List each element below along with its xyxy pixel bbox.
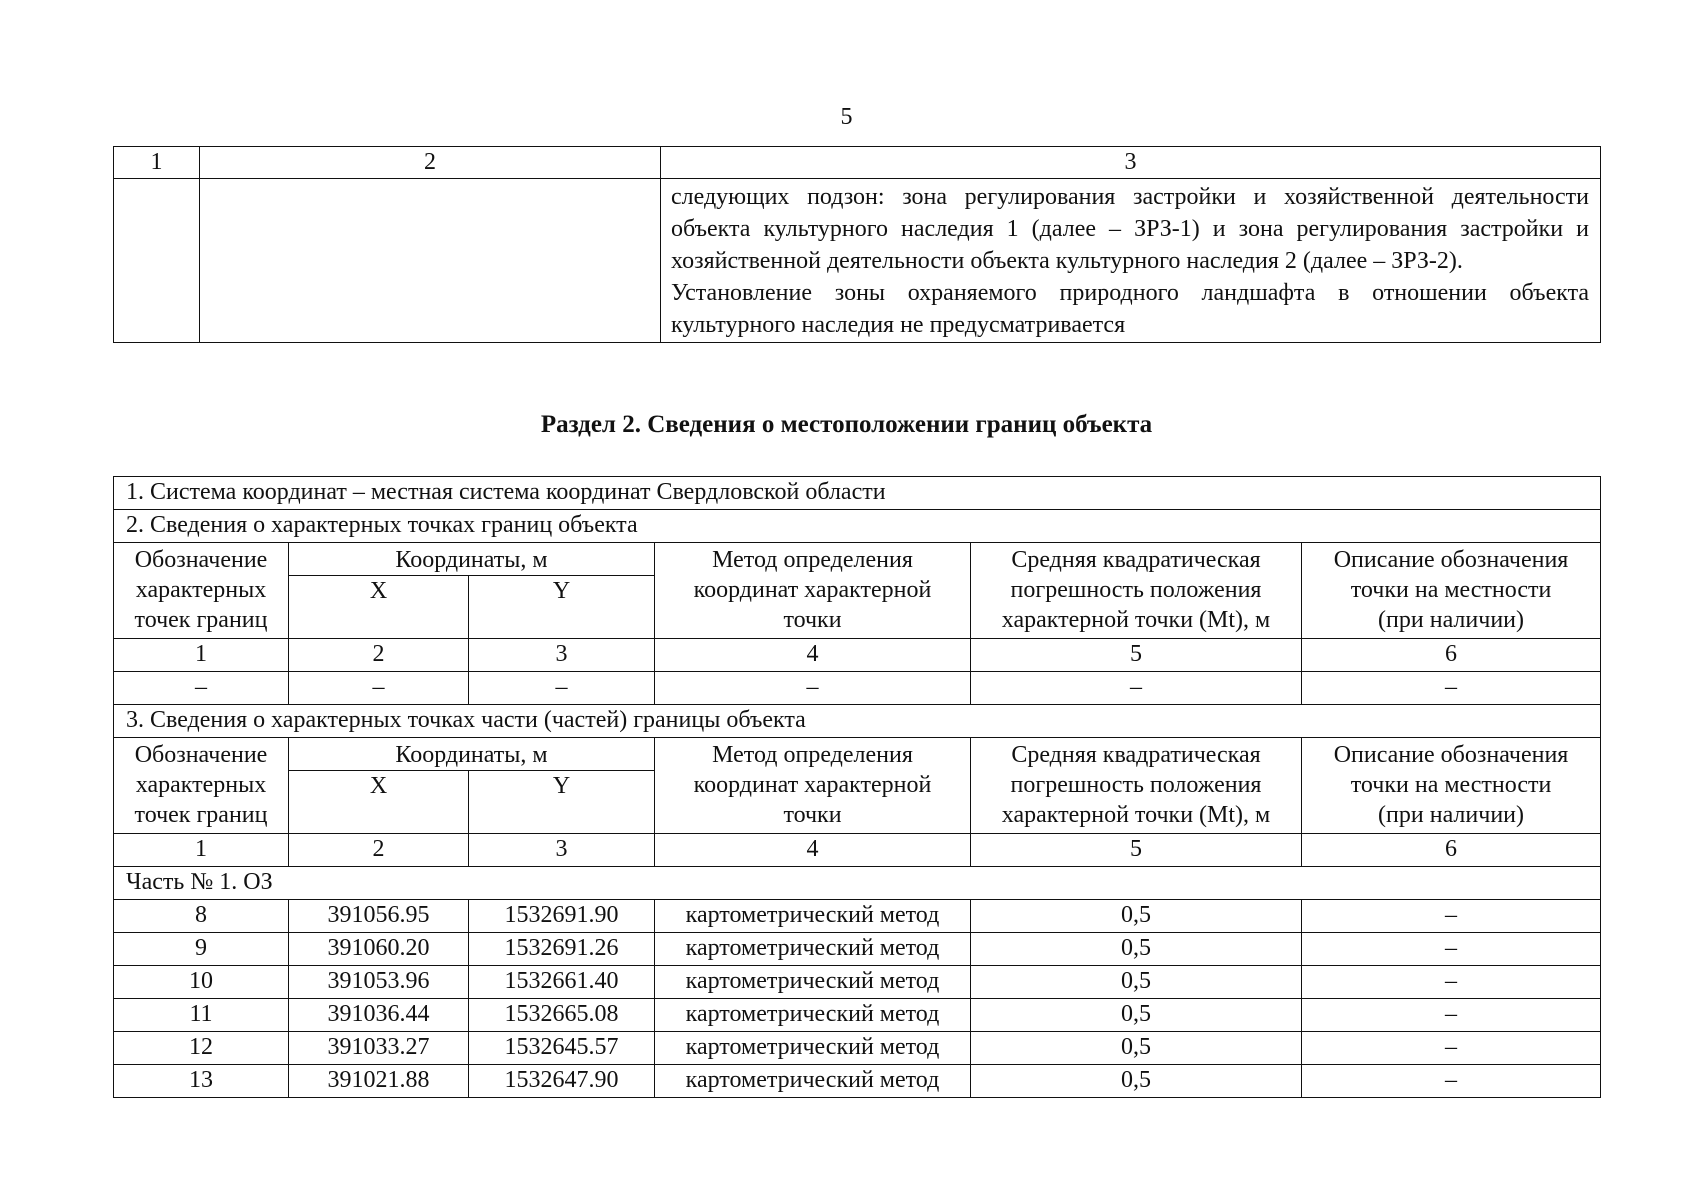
description-cell: –	[1302, 966, 1601, 999]
method-cell: картометрический метод	[655, 966, 971, 999]
y-cell: 1532691.26	[469, 933, 655, 966]
method-cell: картометрический метод	[655, 900, 971, 933]
paragraph: следующих подзон: зона регулирования застройки и хозяйственной деятельности объекта культурного наследия 1 (далее – ЗРЗ-1) и зона регулирования застройки и хозяйственной деятельности объекта культурного наследия 2 (далее – ЗРЗ-2).	[671, 184, 1589, 274]
table-row	[114, 179, 1601, 343]
table-row	[114, 966, 1601, 999]
point-cell: 11	[114, 999, 289, 1032]
method-cell: картометрический метод	[655, 999, 971, 1032]
header-x: X	[289, 576, 469, 639]
point-cell: 8	[114, 900, 289, 933]
col-number: 1	[114, 147, 200, 179]
error-cell: 0,5	[971, 900, 1302, 933]
column-number-row: 1 2 3 4 5 6	[114, 834, 1601, 867]
header-method: Метод определения координат характерной точки	[655, 738, 971, 834]
y-cell: 1532661.40	[469, 966, 655, 999]
error-cell: 0,5	[971, 966, 1302, 999]
x-cell: 391033.27	[289, 1032, 469, 1065]
section-heading: 2. Сведения о характерных точках границ объекта	[114, 510, 1601, 543]
continuation-table	[113, 146, 1601, 343]
method-cell: картометрический метод	[655, 933, 971, 966]
col-number: 3	[661, 147, 1601, 179]
header-coordinates: Координаты, м	[289, 738, 655, 771]
point-cell: 9	[114, 933, 289, 966]
header-row	[114, 738, 1601, 771]
table-row	[114, 1032, 1601, 1065]
x-cell: 391056.95	[289, 900, 469, 933]
table-row	[114, 933, 1601, 966]
coordinate-system-row	[114, 477, 1601, 510]
part-label-row	[114, 867, 1601, 900]
empty-data-row: – – – – – –	[114, 672, 1601, 705]
y-cell: 1532691.90	[469, 900, 655, 933]
header-designation: Обозначение характерных точек границ	[114, 543, 289, 639]
header-method: Метод определения координат характерной точки	[655, 543, 971, 639]
y-cell: 1532647.90	[469, 1065, 655, 1098]
part-label: Часть № 1. ОЗ	[114, 867, 1601, 900]
error-cell: 0,5	[971, 999, 1302, 1032]
x-cell: 391053.96	[289, 966, 469, 999]
header-description: Описание обозначения точки на местности (при наличии)	[1302, 543, 1601, 639]
page-number: 5	[840, 104, 853, 130]
coordinate-system-text: 1. Система координат – местная система координат Свердловской области	[114, 477, 1601, 510]
description-cell: –	[1302, 999, 1601, 1032]
header-row	[114, 543, 1601, 576]
empty-cell	[114, 179, 200, 343]
error-cell: 0,5	[971, 1032, 1302, 1065]
header-description: Описание обозначения точки на местности (при наличии)	[1302, 738, 1601, 834]
description-cell: –	[1302, 933, 1601, 966]
section-heading-row	[114, 705, 1601, 738]
paragraph: Установление зоны охраняемого природного ландшафта в отношении объекта культурного наследия не предусматривается	[671, 280, 1589, 338]
method-cell: картометрический метод	[655, 1032, 971, 1065]
point-cell: 12	[114, 1032, 289, 1065]
section-heading: 3. Сведения о характерных точках части (частей) границы объекта	[114, 705, 1601, 738]
description-cell	[661, 179, 1601, 343]
y-cell: 1532665.08	[469, 999, 655, 1032]
point-cell: 13	[114, 1065, 289, 1098]
header-x: X	[289, 771, 469, 834]
section-heading-row	[114, 510, 1601, 543]
x-cell: 391060.20	[289, 933, 469, 966]
section-title: Раздел 2. Сведения о местоположении границ объекта	[540, 411, 1153, 438]
description-cell: –	[1302, 900, 1601, 933]
x-cell: 391021.88	[289, 1065, 469, 1098]
column-number-row: 1 2 3 4 5 6	[114, 639, 1601, 672]
header-y: Y	[469, 576, 655, 639]
header-error: Средняя квадратическая погрешность положения характерной точки (Mt), м	[971, 543, 1302, 639]
empty-cell	[200, 179, 661, 343]
method-cell: картометрический метод	[655, 1065, 971, 1098]
description-cell: –	[1302, 1065, 1601, 1098]
table-row	[114, 900, 1601, 933]
x-cell: 391036.44	[289, 999, 469, 1032]
table-row	[114, 999, 1601, 1032]
error-cell: 0,5	[971, 933, 1302, 966]
coordinates-table	[113, 476, 1601, 1098]
error-cell: 0,5	[971, 1065, 1302, 1098]
header-designation: Обозначение характерных точек границ	[114, 738, 289, 834]
table-row	[114, 1065, 1601, 1098]
header-coordinates: Координаты, м	[289, 543, 655, 576]
header-y: Y	[469, 771, 655, 834]
y-cell: 1532645.57	[469, 1032, 655, 1065]
description-cell: –	[1302, 1032, 1601, 1065]
col-number: 2	[200, 147, 661, 179]
column-number-row	[114, 147, 1601, 179]
header-error: Средняя квадратическая погрешность положения характерной точки (Mt), м	[971, 738, 1302, 834]
point-cell: 10	[114, 966, 289, 999]
